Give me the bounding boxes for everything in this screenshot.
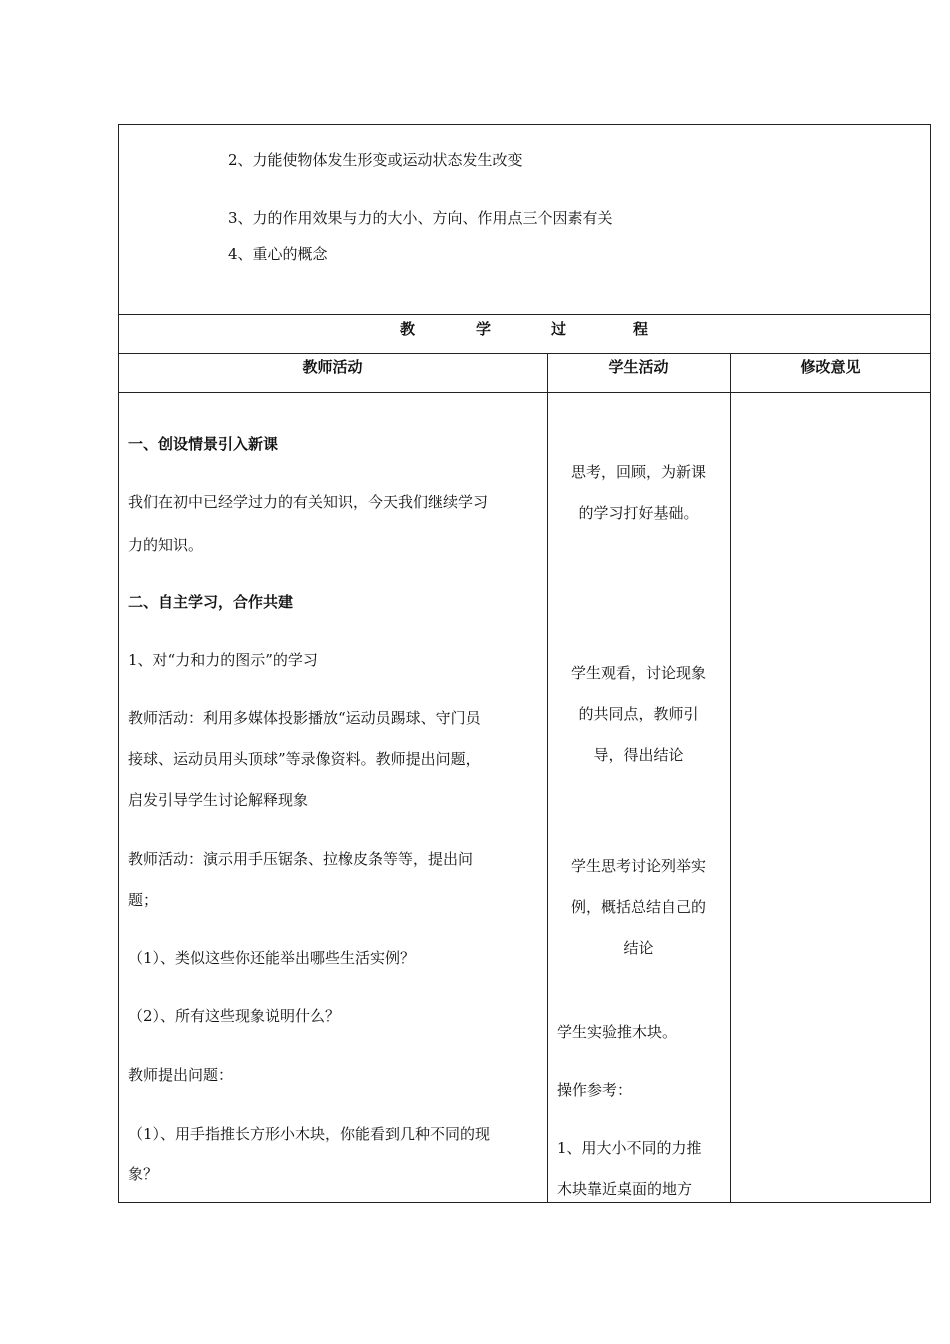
objective-item: 4、重心的概念	[228, 245, 328, 263]
student-text: 导，得出结论	[593, 746, 684, 764]
student-text: 操作参考：	[557, 1081, 633, 1099]
student-text: 学生实验推木块。	[557, 1023, 678, 1041]
teacher-text: 1、对“力和力的图示”的学习	[128, 651, 318, 669]
teacher-text: 接球、运动员用头顶球”等录像资料。教师提出问题，	[128, 750, 481, 768]
student-text: 学生思考讨论列举实	[570, 857, 706, 875]
teacher-text: 力的知识。	[128, 536, 204, 554]
section-title: 二、自主学习，合作共建	[128, 593, 294, 611]
student-text: 思考，回顾，为新课	[570, 463, 706, 481]
student-text: 学生观看，讨论现象	[570, 664, 706, 682]
student-text: 木块靠近桌面的地方	[557, 1180, 693, 1198]
student-text: 例，概括总结自己的	[570, 898, 706, 916]
row-divider-process-title	[118, 353, 931, 354]
process-title-char: 教	[400, 320, 416, 338]
section-title: 一、创设情景引入新课	[128, 435, 279, 453]
student-text: 结论	[623, 939, 654, 957]
row-divider-headers	[118, 392, 931, 393]
row-divider-objectives	[118, 314, 931, 315]
teacher-text: 教师提出问题：	[128, 1066, 234, 1084]
process-title-char: 学	[476, 320, 492, 338]
objective-item: 3、力的作用效果与力的大小、方向、作用点三个因素有关	[228, 209, 613, 227]
teacher-text: （1）、用手指推长方形小木块，你能看到几种不同的现	[128, 1125, 491, 1143]
teacher-text: 教师活动：利用多媒体投影播放“运动员踢球、守门员	[128, 709, 481, 727]
teacher-text: 题；	[128, 891, 159, 909]
teacher-text: 教师活动：演示用手压锯条、拉橡皮条等等，提出问	[128, 850, 474, 868]
teacher-text: （1）、类似这些你还能举出哪些生活实例？	[128, 949, 416, 967]
teacher-text: （2）、所有这些现象说明什么？	[128, 1007, 341, 1025]
teacher-text: 象？	[128, 1165, 159, 1183]
process-title-char: 过	[551, 320, 567, 338]
header-teacher-activity: 教师活动	[302, 358, 363, 376]
student-text: 1、用大小不同的力推	[557, 1139, 702, 1157]
student-text: 的学习打好基础。	[578, 504, 699, 522]
objective-item: 2、力能使物体发生形变或运动状态发生改变	[228, 151, 523, 169]
student-text: 的共同点，教师引	[578, 705, 699, 723]
teacher-text: 我们在初中已经学过力的有关知识，今天我们继续学习	[128, 493, 489, 511]
header-student-activity: 学生活动	[608, 358, 669, 376]
process-title-char: 程	[633, 320, 649, 338]
header-revision-notes: 修改意见	[800, 358, 861, 376]
teacher-text: 启发引导学生讨论解释现象	[128, 791, 309, 809]
column-divider-student-revise	[730, 353, 731, 1203]
